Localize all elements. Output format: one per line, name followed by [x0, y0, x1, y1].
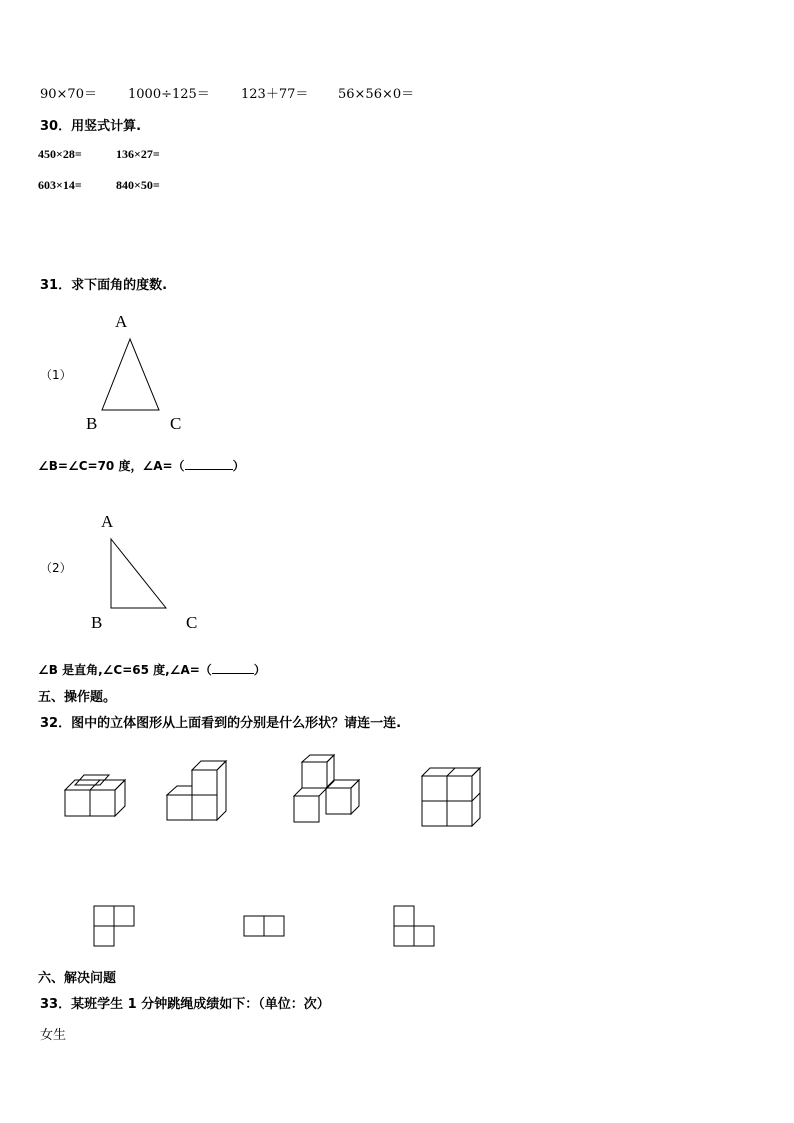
- q30-expr-3: 603×14=: [38, 178, 82, 192]
- q30-expr-1: 450×28=: [38, 147, 82, 161]
- solid-3: [294, 755, 359, 822]
- oral-calc-1: 90×70＝: [40, 87, 97, 102]
- oral-calc-4: 56×56×0＝: [338, 87, 415, 102]
- q31-2-vertex-b: B: [91, 613, 103, 632]
- oral-calc-3: 123＋77＝: [241, 87, 309, 102]
- solid-2: [167, 761, 226, 820]
- q31-1-answer: ∠B=∠C=70 度，∠A=（ ）: [38, 459, 245, 473]
- q30-expr-4: 840×50=: [116, 178, 160, 192]
- q31-1-vertex-b: B: [86, 414, 98, 433]
- q31-1-label: （1）: [40, 368, 72, 382]
- q31-2-answer: ∠B 是直角,∠C=65 度,∠A=（ ）: [38, 663, 266, 677]
- top-view-2: [244, 916, 284, 936]
- q31-2-vertex-c: C: [186, 613, 198, 632]
- q30-expr-2: 136×27=: [116, 147, 160, 161]
- q30-title: 30．用竖式计算.: [40, 119, 142, 134]
- q32-title: 32．图中的立体图形从上面看到的分别是什么形状？请连一连.: [40, 716, 402, 731]
- q31-2-vertex-a: A: [101, 512, 114, 531]
- q31-title: 31．求下面角的度数.: [40, 278, 168, 293]
- solid-1: [65, 775, 125, 816]
- q33-title: 33．某班学生 1 分钟跳绳成绩如下：（单位：次）: [40, 997, 330, 1012]
- solid-4: [422, 768, 480, 826]
- top-view-1: [94, 906, 134, 946]
- q31-1-vertex-c: C: [170, 414, 182, 433]
- oral-calc-2: 1000÷125＝: [128, 87, 210, 102]
- q31-1-vertex-a: A: [115, 312, 128, 331]
- section5-title: 五、操作题。: [38, 690, 117, 705]
- section6-title: 六、解决问题: [38, 971, 117, 986]
- top-view-3: [394, 906, 434, 946]
- q33-subtitle: 女生: [40, 1028, 67, 1043]
- q31-2-label: （2）: [40, 561, 72, 575]
